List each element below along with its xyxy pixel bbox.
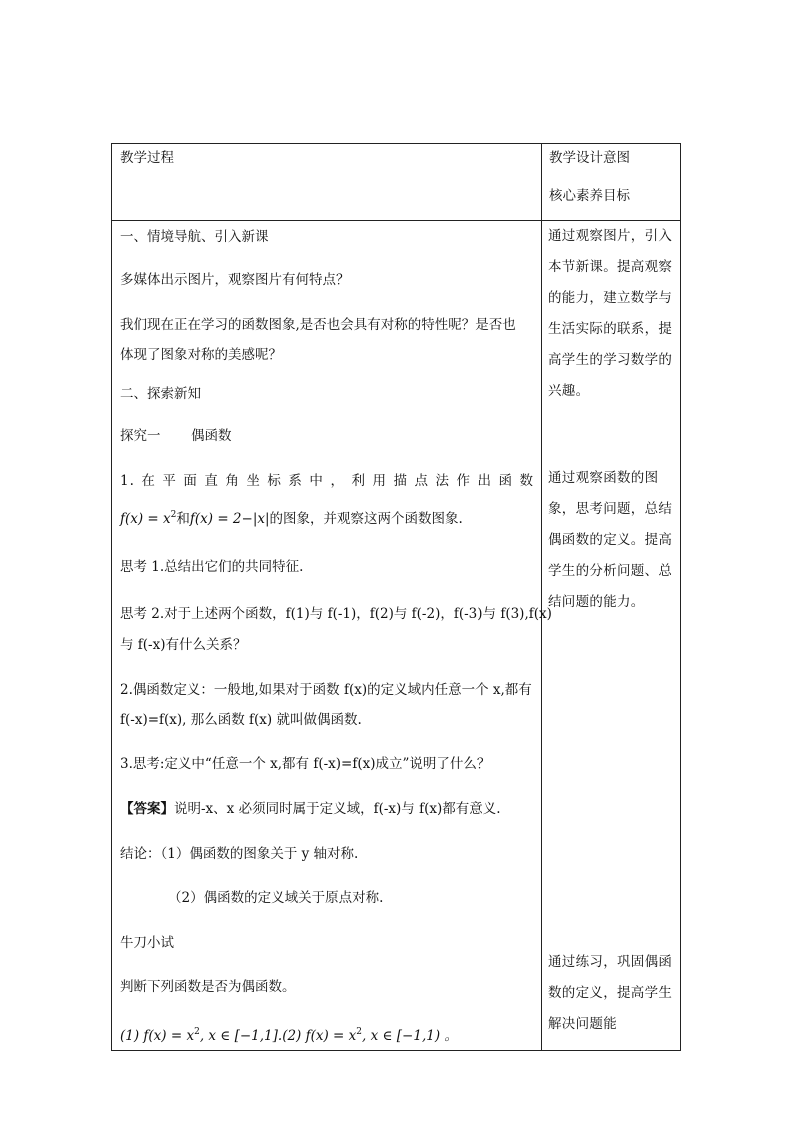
think-1: 思考 1.总结出它们的共同特征. xyxy=(120,559,304,575)
intent-1: 通过观察图片，引入本节新课。提高观察的能力，建立数学与生活实际的联系，提高学生的学习数学的兴趣。 xyxy=(548,228,673,399)
question-1-tail: 的图象，并观察这两个函数图象. xyxy=(269,511,463,527)
definition-line-2: f(-x)=f(x), 那么函数 f(x) 就叫做偶函数. xyxy=(120,712,362,728)
think-2-line-2: 与 f(-x)有什么关系？ xyxy=(120,637,247,653)
column-divider xyxy=(541,144,542,1050)
practice-item-2: (2) f(x) = x xyxy=(282,1028,357,1044)
practice-item-2-exp: 2 xyxy=(356,1027,363,1037)
definition-line-1: 2.偶函数定义：一般地,如果对于函数 f(x)的定义域内任意一个 x,都有 xyxy=(120,682,532,698)
practice-items xyxy=(120,1027,458,1045)
formula-exponent: 2 xyxy=(170,510,177,520)
conclusion-2: （2）偶函数的定义域关于原点对称. xyxy=(168,890,384,906)
header-literacy-goal: 核心素养目标 xyxy=(549,188,630,204)
lesson-table xyxy=(111,143,681,1051)
practice-question: 判断下列函数是否为偶函数。 xyxy=(120,979,296,995)
practice-item-2-domain: , x ∈ [−1,1) 。 xyxy=(362,1028,458,1044)
section-1-para-1: 多媒体出示图片，观察图片有何特点？ xyxy=(120,272,350,288)
answer-text: 说明-x、x 必须同时属于定义域，f(-x)与 f(x)都有意义. xyxy=(174,801,501,817)
answer-line xyxy=(120,800,501,818)
explore-topic: 偶函数 xyxy=(191,428,232,444)
explore-label: 探究一 xyxy=(120,428,161,444)
answer-tag: 【答案】 xyxy=(120,801,174,817)
think-2-line-1: 思考 2.对于上述两个函数，f(1)与 f(-1)，f(2)与 f(-2)，f(-3)与 f(3),f(x) xyxy=(120,606,552,622)
think-3: 3.思考:定义中“任意一个 x,都有 f(-x)=f(x)成立”说明了什么？ xyxy=(120,756,491,772)
intent-2: 通过观察函数的图象，思考问题，总结偶函数的定义。提高学生的分析问题、总结问题的能力。 xyxy=(548,470,673,610)
intent-3: 通过练习，巩固偶函数的定义，提高学生解决问题能 xyxy=(548,954,673,1032)
practice-item-1-domain: , x ∈ [−1,1]. xyxy=(199,1028,283,1044)
question-1-line-2 xyxy=(120,510,463,528)
formula-and: 和 xyxy=(176,511,190,527)
section-1-para-2-line-2: 体现了图象对称的美感呢？ xyxy=(120,347,282,363)
header-design-intent: 教学设计意图 xyxy=(549,150,630,166)
section-2-title: 二、探索新知 xyxy=(120,386,201,402)
practice-item-1-exp: 2 xyxy=(194,1027,200,1037)
question-1-line-1: 1.在平面直角坐标系中，利用描点法作出函数 xyxy=(120,473,534,489)
formula-abs: f(x) = 2−|x| xyxy=(189,511,270,527)
header-teaching-process: 教学过程 xyxy=(120,150,174,166)
section-1-title: 一、情境导航、引入新课 xyxy=(120,229,269,245)
section-1-para-2-line-1: 我们现在正在学习的函数图象,是否也会具有对称的特性呢？是否也 xyxy=(120,317,516,333)
practice-item-1: (1) f(x) = x xyxy=(120,1028,195,1044)
practice-title: 牛刀小试 xyxy=(120,935,174,951)
conclusion-1: 结论：（1）偶函数的图象关于 y 轴对称. xyxy=(120,846,359,862)
formula-square: f(x) = x xyxy=(120,511,171,527)
